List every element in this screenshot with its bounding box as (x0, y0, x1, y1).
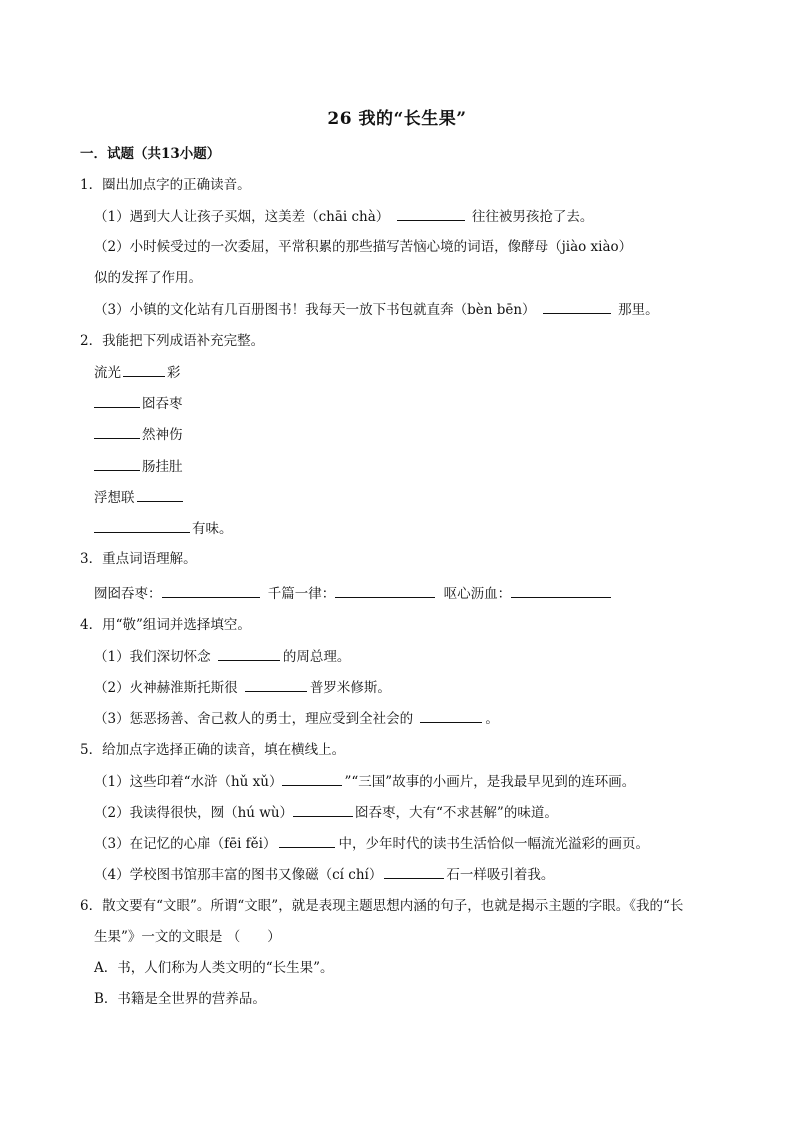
answer-blank[interactable] (293, 803, 353, 817)
q4-sub2-tail: 普罗米修斯。 (309, 680, 391, 696)
option-b[interactable]: B．书籍是全世界的营养品。 (94, 991, 266, 1007)
term-3: 呕心沥血： (443, 586, 512, 602)
q3-stem: 3．重点词语理解。 (80, 551, 197, 567)
q5-sub3-text: （3）在记忆的心扉（fēi fěi） (94, 836, 277, 852)
q4-sub1-text: （1）我们深切怀念 (94, 649, 211, 665)
idiom-3-tail: 然神伤 (142, 427, 183, 443)
q1-sub2-line1: （2）小时候受过的一次委屈，平常积累的那些描写苦恼心境的词语，像酵母（jiào xiào） (94, 239, 633, 255)
idiom-1-tail: 彩 (167, 365, 181, 381)
q5-sub3-tail: 中，少年时代的读书生活恰似一幅流光溢彩的画页。 (338, 836, 649, 852)
idiom-4-tail: 肠挂肚 (142, 459, 183, 475)
q5-sub4 (94, 865, 554, 884)
q4-sub2-text: （2）火神赫淮斯托斯很 (94, 680, 238, 696)
q1-sub1-tail: 往往被男孩抢了去。 (471, 209, 594, 225)
term-2: 千篇一律： (267, 586, 336, 602)
answer-blank[interactable] (335, 584, 435, 598)
section-heading: 一．试题（共13小题） (80, 146, 221, 162)
answer-blank[interactable] (218, 647, 280, 661)
answer-blank[interactable] (420, 709, 482, 723)
answer-blank[interactable] (94, 425, 140, 439)
q5-sub1-tail: ”“三国”故事的小画片，是我最早见到的连环画。 (344, 774, 636, 790)
term-1: 囫囵吞枣： (94, 586, 162, 602)
q1-sub1 (94, 207, 593, 226)
q5-sub3 (94, 834, 649, 853)
q5-sub1-text: （1）这些印着“水浒（hǔ xǔ） (94, 774, 283, 790)
q1-sub3 (94, 300, 659, 319)
q4-sub1 (94, 647, 350, 666)
q4-sub3-text: （3）惩恶扬善、舍己救人的勇士，理应受到全社会的 (94, 711, 414, 727)
q1-stem: 1．圈出加点字的正确读音。 (80, 177, 251, 193)
idiom-5 (94, 488, 185, 507)
q5-sub1 (94, 772, 635, 791)
idiom-2-tail: 囵吞枣 (142, 396, 183, 412)
q2-stem: 2．我能把下列成语补充完整。 (80, 333, 265, 349)
answer-blank[interactable] (137, 488, 183, 502)
idiom-1-head: 流光 (94, 365, 121, 381)
idiom-3 (94, 425, 183, 444)
q4-sub1-tail: 的周总理。 (282, 649, 351, 665)
answer-blank[interactable] (94, 519, 190, 533)
idiom-2 (94, 394, 183, 413)
page-title: 26 我的“长生果” (327, 109, 467, 129)
answer-blank[interactable] (384, 865, 444, 879)
q5-sub2-text: （2）我读得很快，囫（hú wù） (94, 805, 294, 821)
q1-sub1-text: （1）遇到大人让孩子买烟，这美差（chāi chà） (94, 209, 390, 225)
q4-stem: 4．用“敬”组词并选择填空。 (80, 617, 251, 633)
q5-stem: 5．给加点字选择正确的读音，填在横线上。 (80, 742, 346, 758)
q5-sub4-text: （4）学校图书馆那丰富的图书又像磁（cí chí） (94, 867, 383, 883)
q3-terms (94, 584, 611, 603)
q5-sub4-tail: 石一样吸引着我。 (446, 867, 555, 883)
answer-blank[interactable] (123, 363, 165, 377)
q1-sub3-text: （3）小镇的文化站有几百册图书！我每天一放下书包就直奔（bèn bēn） (94, 302, 536, 318)
answer-blank[interactable] (282, 772, 342, 786)
q6-line1: 6．散文要有“文眼”。所谓“文眼”，就是表现主题思想内涵的句子，也就是揭示主题的字眼。《我的“长 (80, 898, 684, 914)
option-a[interactable]: A．书，人们称为人类文明的“长生果”。 (94, 960, 334, 976)
idiom-6-tail: 有味。 (192, 521, 233, 537)
q4-sub3-tail: 。 (485, 711, 499, 727)
idiom-4 (94, 457, 183, 476)
q5-sub2-tail: 囵吞枣，大有“不求甚解”的味道。 (355, 805, 558, 821)
q4-sub3 (94, 709, 499, 728)
q6-line2: 生果”》一文的文眼是 （ ） (94, 929, 281, 945)
answer-blank[interactable] (245, 678, 307, 692)
answer-blank[interactable] (543, 300, 611, 314)
answer-blank[interactable] (397, 207, 465, 221)
q4-sub2 (94, 678, 391, 697)
q1-sub3-tail: 那里。 (618, 302, 659, 318)
answer-blank[interactable] (162, 584, 260, 598)
idiom-6 (94, 519, 233, 538)
answer-blank[interactable] (511, 584, 611, 598)
q5-sub2 (94, 803, 558, 822)
q1-sub2-line2: 似的发挥了作用。 (94, 270, 202, 286)
answer-blank[interactable] (94, 394, 140, 408)
idiom-5-head: 浮想联 (94, 490, 135, 506)
answer-blank[interactable] (94, 457, 140, 471)
idiom-1 (94, 363, 181, 382)
answer-blank[interactable] (279, 834, 335, 848)
